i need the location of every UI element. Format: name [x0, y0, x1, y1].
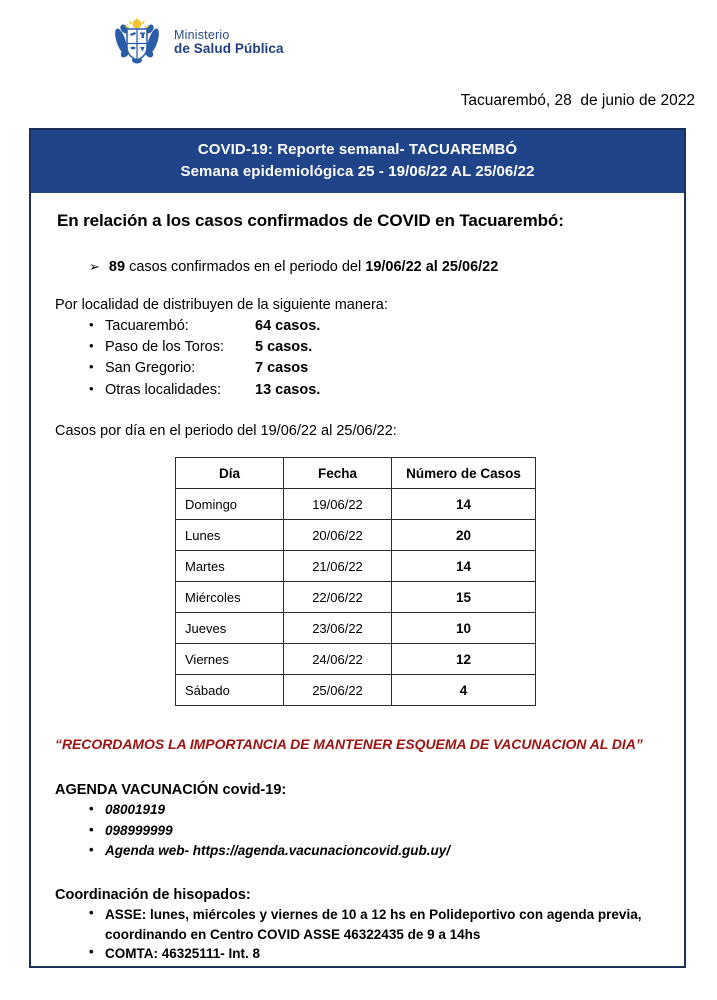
- cell-date: 22/06/22: [284, 582, 392, 613]
- report-banner: [31, 130, 684, 193]
- summary-text: [109, 259, 498, 275]
- locality-list: [45, 316, 670, 402]
- list-item: [89, 337, 670, 358]
- list-item: [89, 380, 670, 401]
- list-item: • ASSE: lunes, miércoles y viernes de 10 a 12 hs en Polideportivo con agenda previa, coordinando en Centro COVID ASSE 46322435 de 9 a 14hs: [89, 905, 670, 944]
- locality-value: 7 casos: [255, 360, 309, 377]
- cell-cases: 4: [392, 675, 536, 706]
- summary-count: 89: [108, 258, 126, 275]
- hisopados-list: [45, 905, 670, 964]
- cell-cases: 10: [392, 613, 536, 644]
- cell-date: 19/06/22: [284, 489, 392, 520]
- locality-name: • Paso de los Toros:: [105, 338, 225, 355]
- ministry-line1: Ministerio: [174, 27, 230, 42]
- table-row: [176, 551, 536, 582]
- cell-day: Sábado: [176, 675, 284, 706]
- cell-cases: 12: [392, 644, 536, 675]
- list-item: [89, 316, 670, 337]
- agenda-title: AGENDA VACUNACIÓN covid-19:: [55, 782, 287, 799]
- table-row: [176, 489, 536, 520]
- cell-date: 21/06/22: [284, 551, 392, 582]
- list-item: [89, 358, 670, 379]
- cell-cases: 14: [392, 551, 536, 582]
- locality-name: • Otras localidades:: [105, 381, 222, 398]
- report-frame: [29, 128, 686, 968]
- agenda-list: [45, 800, 670, 861]
- table-row: [176, 520, 536, 551]
- column-header-day: Día: [176, 458, 284, 489]
- list-item: • 08001919: [89, 800, 670, 820]
- cell-day: Lunes: [176, 520, 284, 551]
- cell-day: Jueves: [176, 613, 284, 644]
- cell-day: Martes: [176, 551, 284, 582]
- banner-line-2: Semana epidemiológica 25 - 19/06/22 AL 25/06/22: [180, 162, 535, 180]
- locality-intro: Por localidad de distribuyen de la siguiente manera:: [55, 296, 388, 313]
- cell-date: 25/06/22: [284, 675, 392, 706]
- locality-value: 64 casos.: [255, 317, 321, 334]
- page-title: En relación a los casos confirmados de COVID en Tacuarembó:: [57, 210, 564, 230]
- cell-cases: 20: [392, 520, 536, 551]
- cell-cases: 14: [392, 489, 536, 520]
- locality-name: • Tacuarembó:: [105, 317, 189, 334]
- ministry-line2: de Salud Pública: [174, 41, 284, 57]
- cell-day: Viernes: [176, 644, 284, 675]
- cell-day: Miércoles: [176, 582, 284, 613]
- table-row: [176, 613, 536, 644]
- cell-date: 20/06/22: [284, 520, 392, 551]
- banner-line-1: COVID-19: Reporte semanal- TACUAREMBÓ: [197, 141, 518, 158]
- vaccination-reminder-notice: “RECORDAMOS LA IMPORTANCIA DE MANTENER ESQUEMA DE VACUNACION AL DIA”: [55, 736, 643, 753]
- table-row: [176, 582, 536, 613]
- column-header-date: Fecha: [284, 458, 392, 489]
- arrow-bullet-icon: ➢: [89, 258, 100, 274]
- cell-date: 24/06/22: [284, 644, 392, 675]
- report-body: [31, 193, 684, 972]
- summary-mid: casos confirmados en el periodo del: [129, 258, 362, 275]
- list-item: • 098999999: [89, 821, 670, 841]
- table-row: [176, 675, 536, 706]
- ministry-logo: [112, 16, 284, 66]
- cell-day: Domingo: [176, 489, 284, 520]
- hisopados-title: Coordinación de hisopados:: [55, 887, 251, 904]
- ministry-name: [174, 25, 284, 57]
- table-header-row: [176, 458, 536, 489]
- daily-cases-table: [175, 457, 536, 706]
- locality-value: 13 casos.: [255, 381, 321, 398]
- letterhead: [0, 0, 717, 80]
- agenda-web-link[interactable]: • Agenda web- https://agenda.vacunacioncovid.gub.uy/: [89, 841, 670, 861]
- locality-name: • San Gregorio:: [105, 360, 196, 377]
- column-header-cases: Número de Casos: [392, 458, 536, 489]
- summary-period: 19/06/22 al 25/06/22: [365, 258, 499, 275]
- cell-cases: 15: [392, 582, 536, 613]
- summary-line: [89, 259, 670, 275]
- uruguay-coat-of-arms-icon: [112, 16, 162, 66]
- list-item: • COMTA: 46325111- Int. 8: [89, 944, 670, 964]
- cell-date: 23/06/22: [284, 613, 392, 644]
- locality-value: 5 casos.: [255, 338, 313, 355]
- table-row: [176, 644, 536, 675]
- daily-intro: Casos por día en el periodo del 19/06/22 al 25/06/22:: [55, 423, 397, 440]
- document-date: Tacuarembó, 28 de junio de 2022: [460, 92, 695, 109]
